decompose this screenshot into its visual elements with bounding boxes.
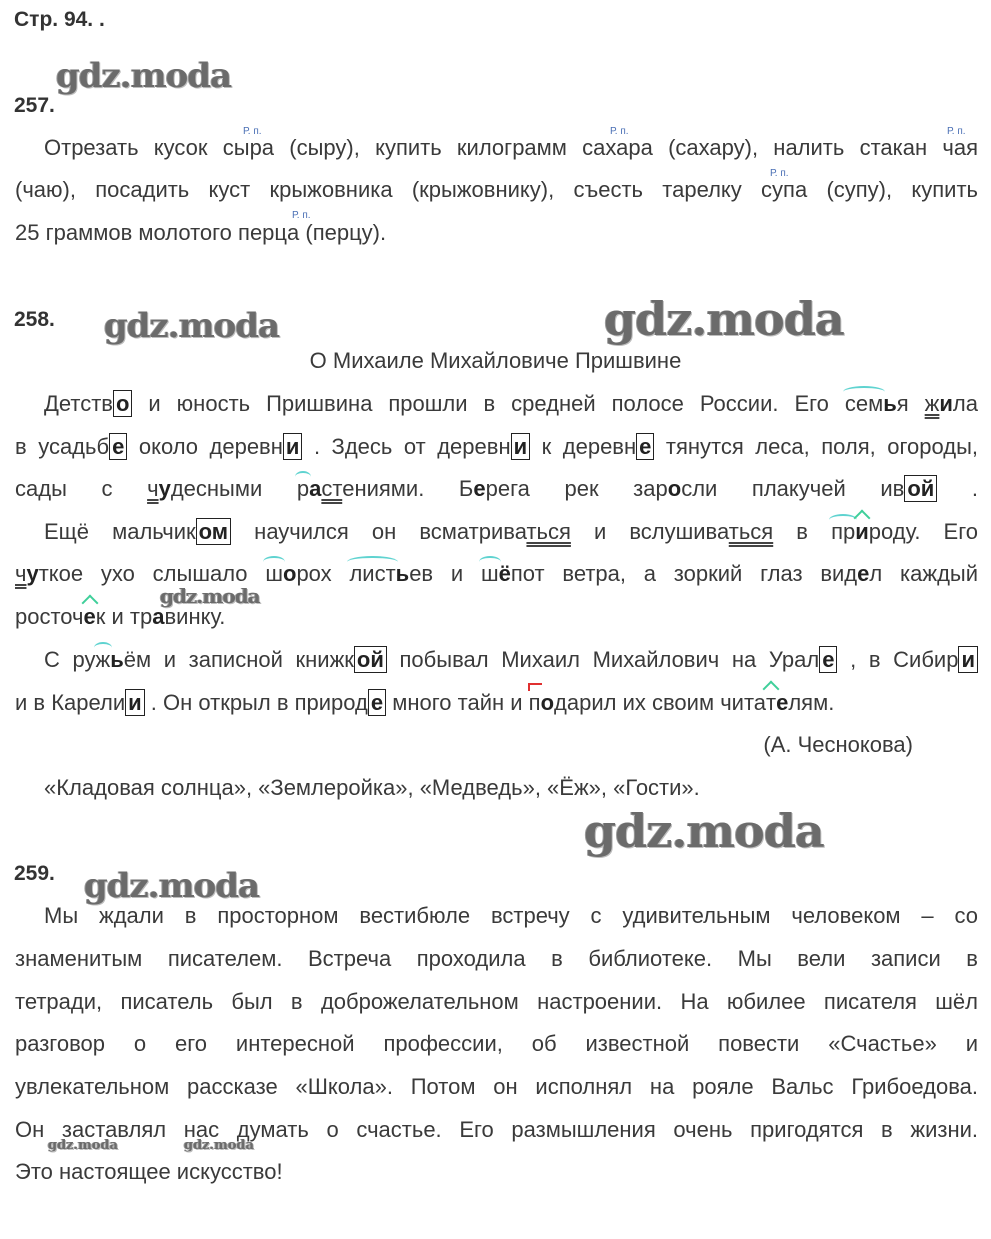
watermark-logo: gdz.moda xyxy=(184,1138,255,1153)
ex259-line: разговор о его интересной профессии, об известной повести «Счастье» и xyxy=(15,1031,978,1056)
ex258-line: чуткое ухо слышало шорох листьев и шёпот ветра, а зоркий глаз видел каждый xyxy=(15,561,979,586)
watermark-logo: gdz.moda xyxy=(584,804,824,858)
watermark-logo: gdz.moda xyxy=(84,866,260,906)
ex259-line: знаменитым писателем. Встреча проходила в библиотеке. Мы вели записи в xyxy=(15,946,978,971)
case-label: Р. п. xyxy=(947,126,966,137)
ex257-line: (чаю), посадить куст крыжовника (крыжовнику), съесть тарелку супа (супу), купить xyxy=(15,177,978,202)
ex258-line: Ещё мальчик ом научился он всматриваться и вслушиваться в природу. Его xyxy=(44,519,979,544)
ex259-line: Он заставлял нас думать о счастье. Его размышления очень пригодятся в жизни. xyxy=(15,1117,978,1142)
ex259-line: Мы ждали в просторном вестибюле встречу с удивительным человеком – со xyxy=(44,903,978,928)
case-label: Р. п. xyxy=(610,126,629,137)
ex257-line: Отрезать кусок сыра (сыру), купить килограмм сахара (сахару), налить стакан чая xyxy=(44,135,978,160)
watermark-logo: gdz.moda xyxy=(48,1138,119,1153)
page-header: Стр. 94. . xyxy=(14,8,105,31)
case-label: Р. п. xyxy=(770,168,789,179)
ex258-line: и в Карели и . Он открыл в природ е много тайн и подарил их своим читателям. xyxy=(15,690,835,715)
ex259-line: тетради, писатель был в доброжелательном настроении. На юбилее писателя шёл xyxy=(15,989,978,1014)
ex258-line: Детств о и юность Пришвина прошли в средней полосе России. Его семья жила xyxy=(44,391,978,416)
ex258-line: сады с чудесными растениями. Берега рек заросли плакучей ив ой . xyxy=(15,476,979,501)
ex258-line: росточек и травинку. xyxy=(15,604,226,629)
exercise-number-258: 258. xyxy=(14,308,55,331)
ex259-line: Это настоящее искусство! xyxy=(15,1159,283,1184)
exercise-number-259: 259. xyxy=(14,862,55,885)
watermark-logo: gdz.moda xyxy=(104,306,280,346)
ex257-line: 25 граммов молотого перца (перцу). xyxy=(15,220,387,245)
ex258-works: «Кладовая солнца», «Землеройка», «Медведь», «Ёж», «Гости». xyxy=(44,775,700,800)
exercise-number-257: 257. xyxy=(14,94,55,117)
ex258-title: О Михаиле Михайловиче Пришвине xyxy=(309,348,682,373)
case-label: Р. п. xyxy=(292,210,311,221)
ex259-line: увлекательном рассказе «Школа». Потом он исполнял на рояле Вальс Грибоедова. xyxy=(15,1074,978,1099)
case-label: Р. п. xyxy=(243,126,262,137)
ex258-line: в усадьб е около деревн и . Здесь от деревн и к деревн е тянутся леса, поля, огороды, xyxy=(15,434,978,459)
watermark-logo: gdz.moda xyxy=(160,584,260,608)
ex258-author: (А. Чеснокова) xyxy=(763,732,913,757)
watermark-logo: gdz.moda xyxy=(604,292,844,346)
ex258-line: С ружьём и записной книжк ой побывал Михаил Михайлович на Урал е , в Сибир и xyxy=(44,646,978,674)
watermark-logo: gdz.moda xyxy=(56,56,232,96)
